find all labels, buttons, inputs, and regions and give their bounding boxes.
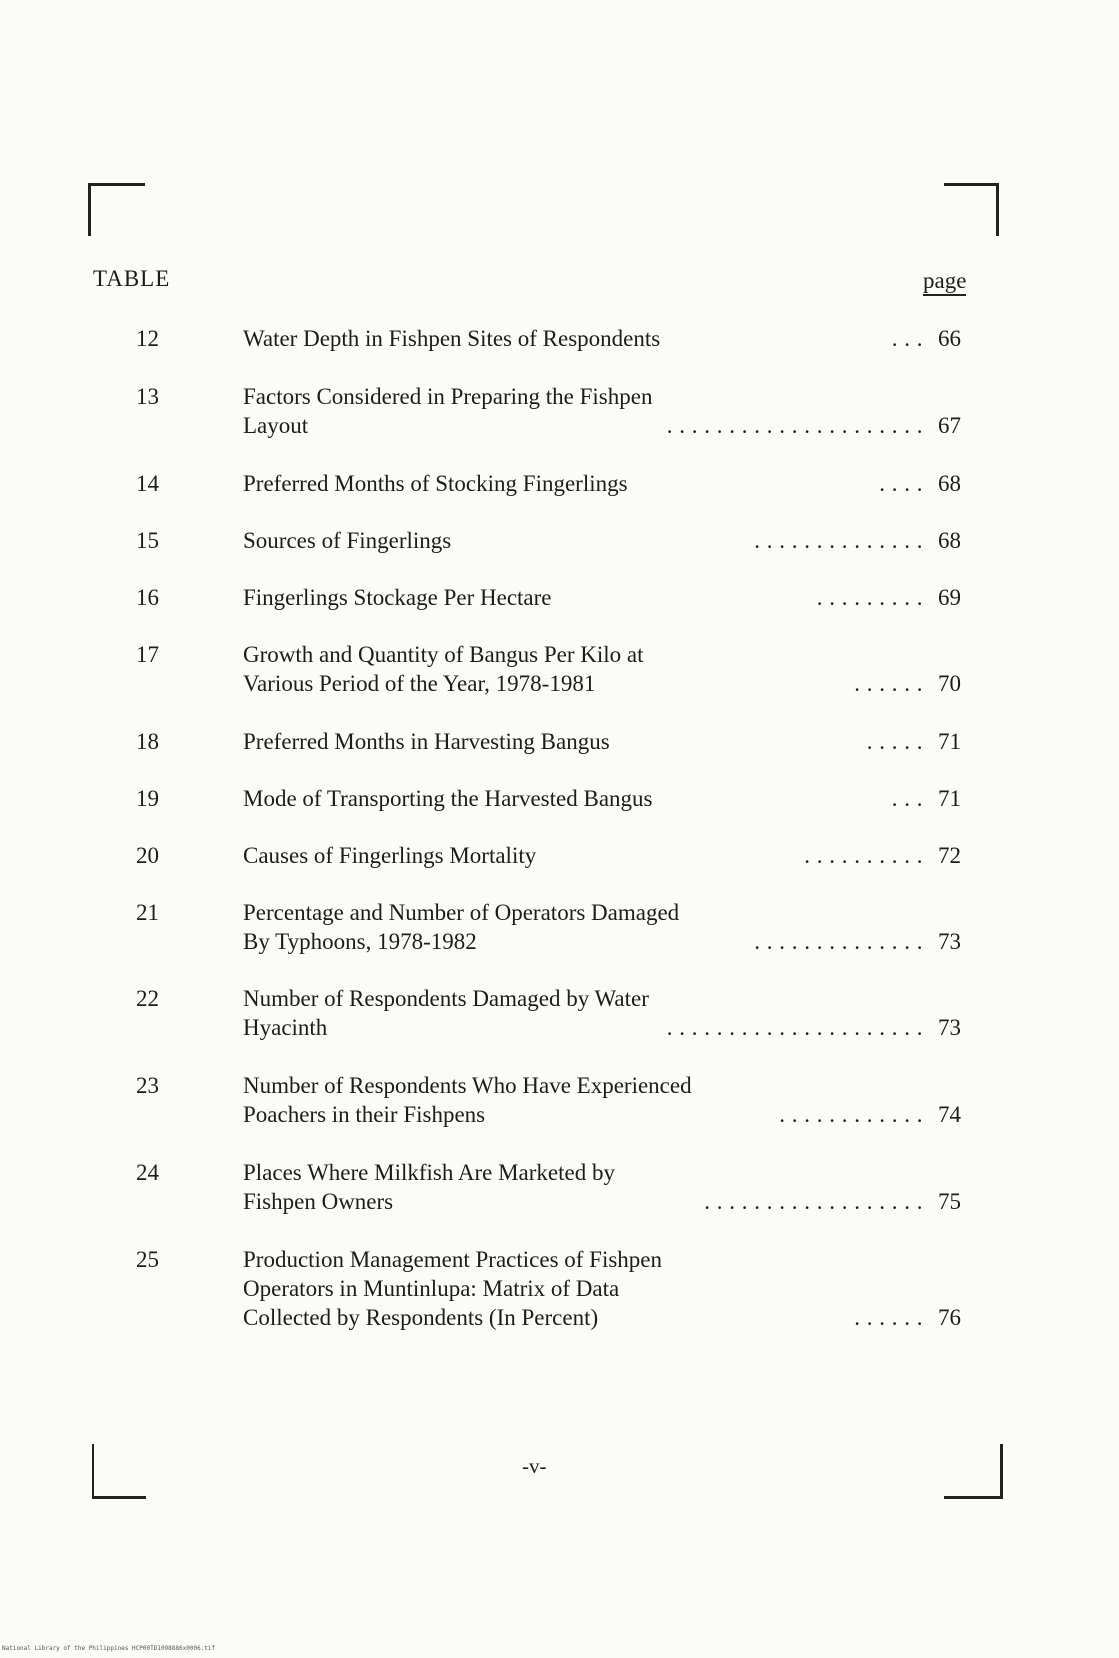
entry-title-line	[243, 1071, 923, 1100]
entry-title-text: Places Where Milkfish Are Marketed by	[243, 1160, 615, 1185]
entry-number: 23	[136, 1073, 159, 1098]
entry-page-number: 68	[938, 528, 961, 553]
entry-title-line	[243, 1303, 923, 1332]
crop-mark-bottom-left	[92, 1444, 146, 1499]
entry-number: 14	[136, 471, 159, 496]
entry-title-text: Sources of Fingerlings	[243, 528, 452, 553]
entry-title	[243, 784, 923, 813]
entry-title	[243, 583, 923, 612]
entry-title-line	[243, 1274, 923, 1303]
entry-title	[243, 382, 923, 440]
entry-title	[243, 640, 923, 698]
entry-title-text: By Typhoons, 1978-1982	[243, 929, 477, 954]
scan-source-note: National Library of the Philippines HCP00TD1098886x0006.tif	[2, 1645, 216, 1652]
entry-title-line	[243, 984, 923, 1013]
dot-leader: . . . . . . . . . . . .	[779, 1102, 923, 1127]
entry-title-line	[243, 640, 923, 669]
entry-page-number: 68	[938, 471, 961, 496]
entry-title-text: Operators in Muntinlupa: Matrix of Data	[243, 1276, 620, 1301]
entry-title	[243, 841, 923, 870]
dot-leader: . . . . .	[866, 729, 923, 754]
page-number-footer: -v-	[522, 1454, 547, 1478]
entry-title-text: Fishpen Owners	[243, 1189, 394, 1214]
entry-page-number: 69	[938, 585, 961, 610]
dot-leader: . . . . . . . . . .	[804, 843, 923, 868]
entry-title-line	[243, 927, 923, 956]
entry-title-line	[243, 1187, 923, 1216]
entry-title-line	[243, 1158, 923, 1187]
entry-title-line	[243, 324, 923, 353]
entry-title	[243, 727, 923, 756]
dot-leader: . . . . . .	[854, 1305, 923, 1330]
entry-title-text: Poachers in their Fishpens	[243, 1102, 486, 1127]
entry-number: 16	[136, 585, 159, 610]
entry-title-text: Production Management Practices of Fishpen	[243, 1247, 663, 1272]
entry-title-line	[243, 784, 923, 813]
dot-leader: . . . . . . . . . . . . . .	[754, 528, 923, 553]
entry-number: 13	[136, 384, 159, 409]
entry-number: 22	[136, 986, 159, 1011]
entry-title-text: Number of Respondents Damaged by Water	[243, 986, 649, 1011]
entry-page-number: 75	[938, 1189, 961, 1214]
entry-title-line	[243, 669, 923, 698]
entry-page-number: 66	[938, 326, 961, 351]
entry-title-text: Growth and Quantity of Bangus Per Kilo at	[243, 642, 644, 667]
entry-page-number: 73	[938, 929, 961, 954]
entry-title	[243, 984, 923, 1042]
entry-title-line	[243, 898, 923, 927]
table-column-header: TABLE	[93, 266, 171, 291]
entry-title-line	[243, 382, 923, 411]
dot-leader: . . . . . . . . .	[816, 585, 923, 610]
entry-page-number: 70	[938, 671, 961, 696]
entry-title-line	[243, 841, 923, 870]
dot-leader: . . . . . . . . . . . . . . . . . . . . .	[666, 413, 923, 438]
entry-page-number: 71	[938, 729, 961, 754]
entry-number: 12	[136, 326, 159, 351]
crop-mark-top-right	[944, 183, 999, 236]
entry-number: 17	[136, 642, 159, 667]
entry-title-text: Mode of Transporting the Harvested Bangus	[243, 786, 653, 811]
entry-number: 20	[136, 843, 159, 868]
entry-title-text: Hyacinth	[243, 1015, 328, 1040]
entry-number: 15	[136, 528, 159, 553]
entry-page-number: 67	[938, 413, 961, 438]
entry-number: 19	[136, 786, 159, 811]
page-column-header: page	[923, 268, 966, 296]
entry-page-number: 71	[938, 786, 961, 811]
dot-leader: . . . .	[879, 471, 923, 496]
entry-page-number: 74	[938, 1102, 961, 1127]
dot-leader: . . . . . .	[854, 671, 923, 696]
entry-title-text: Number of Respondents Who Have Experienced	[243, 1073, 692, 1098]
entry-title-text: Causes of Fingerlings Mortality	[243, 843, 537, 868]
dot-leader: . . . . . . . . . . . . . . . . . . . . .	[666, 1015, 923, 1040]
dot-leader: . . .	[891, 786, 923, 811]
dot-leader: . . .	[891, 326, 923, 351]
entry-title	[243, 1071, 923, 1129]
entry-number: 21	[136, 900, 159, 925]
entry-title-text: Percentage and Number of Operators Damaged	[243, 900, 680, 925]
entry-title	[243, 324, 923, 353]
entry-title-line	[243, 583, 923, 612]
entry-title-line	[243, 1245, 923, 1274]
entry-title-text: Preferred Months of Stocking Fingerlings	[243, 471, 628, 496]
entry-number: 24	[136, 1160, 159, 1185]
entry-title	[243, 898, 923, 956]
entry-title-text: Water Depth in Fishpen Sites of Respondents	[243, 326, 661, 351]
entry-title-text: Factors Considered in Preparing the Fishpen	[243, 384, 653, 409]
entry-title-line	[243, 1013, 923, 1042]
entry-title-text: Fingerlings Stockage Per Hectare	[243, 585, 552, 610]
entry-page-number: 73	[938, 1015, 961, 1040]
entry-title-text: Collected by Respondents (In Percent)	[243, 1305, 599, 1330]
entry-number: 18	[136, 729, 159, 754]
entry-page-number: 76	[938, 1305, 961, 1330]
entry-title-text: Layout	[243, 413, 309, 438]
entry-title-line	[243, 411, 923, 440]
entry-number: 25	[136, 1247, 159, 1272]
entry-title	[243, 1158, 923, 1216]
entry-title-line	[243, 469, 923, 498]
entry-title-line	[243, 526, 923, 555]
entry-title	[243, 526, 923, 555]
crop-mark-bottom-right	[944, 1444, 1003, 1499]
entry-title-line	[243, 1100, 923, 1129]
entry-title	[243, 1245, 923, 1332]
entry-title-text: Preferred Months in Harvesting Bangus	[243, 729, 610, 754]
entry-title-line	[243, 727, 923, 756]
entry-page-number: 72	[938, 843, 961, 868]
entry-title-text: Various Period of the Year, 1978-1981	[243, 671, 596, 696]
dot-leader: . . . . . . . . . . . . . . . . . .	[704, 1189, 923, 1214]
crop-mark-top-left	[88, 183, 145, 236]
dot-leader: . . . . . . . . . . . . . .	[754, 929, 923, 954]
entry-title	[243, 469, 923, 498]
